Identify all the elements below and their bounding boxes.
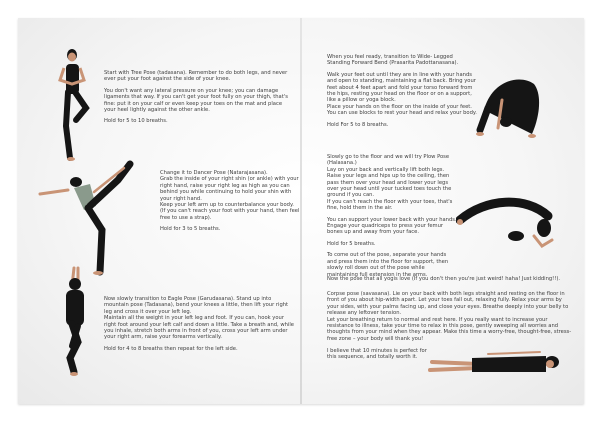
corpse-pose-photo — [428, 342, 562, 376]
eagle-pose-text — [104, 296, 294, 352]
tree-pose-photo — [50, 46, 100, 162]
eagle-pose-photo — [54, 266, 96, 378]
tree-pose-intro: Start with Tree Pose (tadasana). Remember to do both legs, and never ever put your foot against the side of your knee. — [104, 70, 288, 83]
forward-bend-intro: When you feel ready, transition to Wide- Legged Standing Forward Bend (Prasarita Padottanasana). — [327, 54, 459, 67]
joke-text: Now the pose that all yogis love (If you don't then you're just weird! haha! Just kidding!!). — [327, 276, 561, 282]
tree-pose-text — [104, 70, 290, 125]
plow-pose-instructions: Slowly go to the floor and we will try Plow Pose (Halasana.) Lay on your back and vertically lift both legs. Raise your legs and hips up to the ceiling, then pass them over your head and lower your legs over your head until your tucked toes touch the ground if you can. If you can't reach the floor with your toes, that's fine, hold them in the air. — [327, 154, 453, 212]
page-fold — [300, 18, 302, 404]
dancer-pose-text — [160, 170, 300, 233]
plow-pose-exit: To come out of the pose, separate your hands and press them into the floor for support, then slowly roll down out of the pose while maintaining full extension in the arms. — [327, 252, 449, 278]
corpse-pose-instructions: Corpse pose (savasana). Lie on your back with both legs straight and resting on the floor in front of you about hip-width apart. Let your toes fall out, relaxing fully. Relax your arms by your sides, with your palms facing up, and close your eyes. Breathe deeply into your belly to release any leftover tension. Let your breathing return to normal and rest here. If you really want to increase your resistance to illness, take your time to relax in this pose, gently sweeping all worries and thoughts from your mind when they appear. Make this time a worry-free, thought-free, stress-free zone – your body will thank you! — [327, 291, 572, 342]
plow-pose-photo — [456, 190, 556, 250]
plow-pose-text — [327, 154, 457, 278]
tree-pose-hold: Hold for 5 to 10 breaths. — [104, 118, 168, 125]
eagle-pose-hold: Hold for 4 to 8 breaths then repeat for the left side. — [104, 345, 238, 352]
plow-pose-hold: Hold for 5 breaths. — [327, 240, 376, 247]
plow-pose-support: You can support your lower back with your hands. Engage your quadriceps to press your femur bones up and away from your face. — [327, 216, 457, 236]
forward-bend-photo — [474, 70, 552, 142]
dancer-pose-instructions: Change it to Dancer Pose (Natarajasana). Grab the inside of your right shin (or ankle) with your right hand, raise your right leg as high as you can behind you while continuing to hold your shin with your right hand. Keep your left arm up to counterbalance your body. (If you can't reach your foot with your hand, then feel free to use a strap). — [160, 170, 300, 221]
dancer-pose-hold: Hold for 3 to 5 breaths. — [160, 226, 221, 233]
forward-bend-instructions: Walk your feet out until they are in line with your hands and open to standing, maintaining a flat back. Bring your feet about 4 feet apart and fold your torso forward from the hips, resting your head on the floor or on a support, like a pillow or yoga block. Place your hands on the floor on the inside of your feet. You can use blocks to rest your head and relax your body. — [327, 71, 477, 117]
closing-text: I believe that 10 minutes is perfect for this sequence, and totally worth it. — [327, 348, 427, 361]
dancer-pose-photo — [38, 160, 138, 280]
corpse-pose-text — [327, 291, 573, 342]
forward-bend-hold: Hold For 5 to 8 breaths. — [327, 121, 389, 128]
forward-bend-text — [327, 54, 477, 128]
tree-pose-detail: You don't want any lateral pressure on your knee; you can damage ligaments that way. If you can't get your foot fully on your thigh, that's fine: put it on your calf or even keep your toes on the mat and place your heel lightly against the other ankle. — [104, 87, 288, 114]
eagle-pose-instructions: Now slowly transition to Eagle Pose (Garudasana). Stand up into mountain pose (Tadasana), bend your knees a little, then lift your right leg and cross it over your left leg. Maintain all the weight in your left leg and foot. If you can, hook your right foot around your left calf and down a little. Take a breath and, while you inhale, stretch both arms in front of you, cross your left arm under your right arm, raise your forearms vertically. — [104, 296, 294, 341]
